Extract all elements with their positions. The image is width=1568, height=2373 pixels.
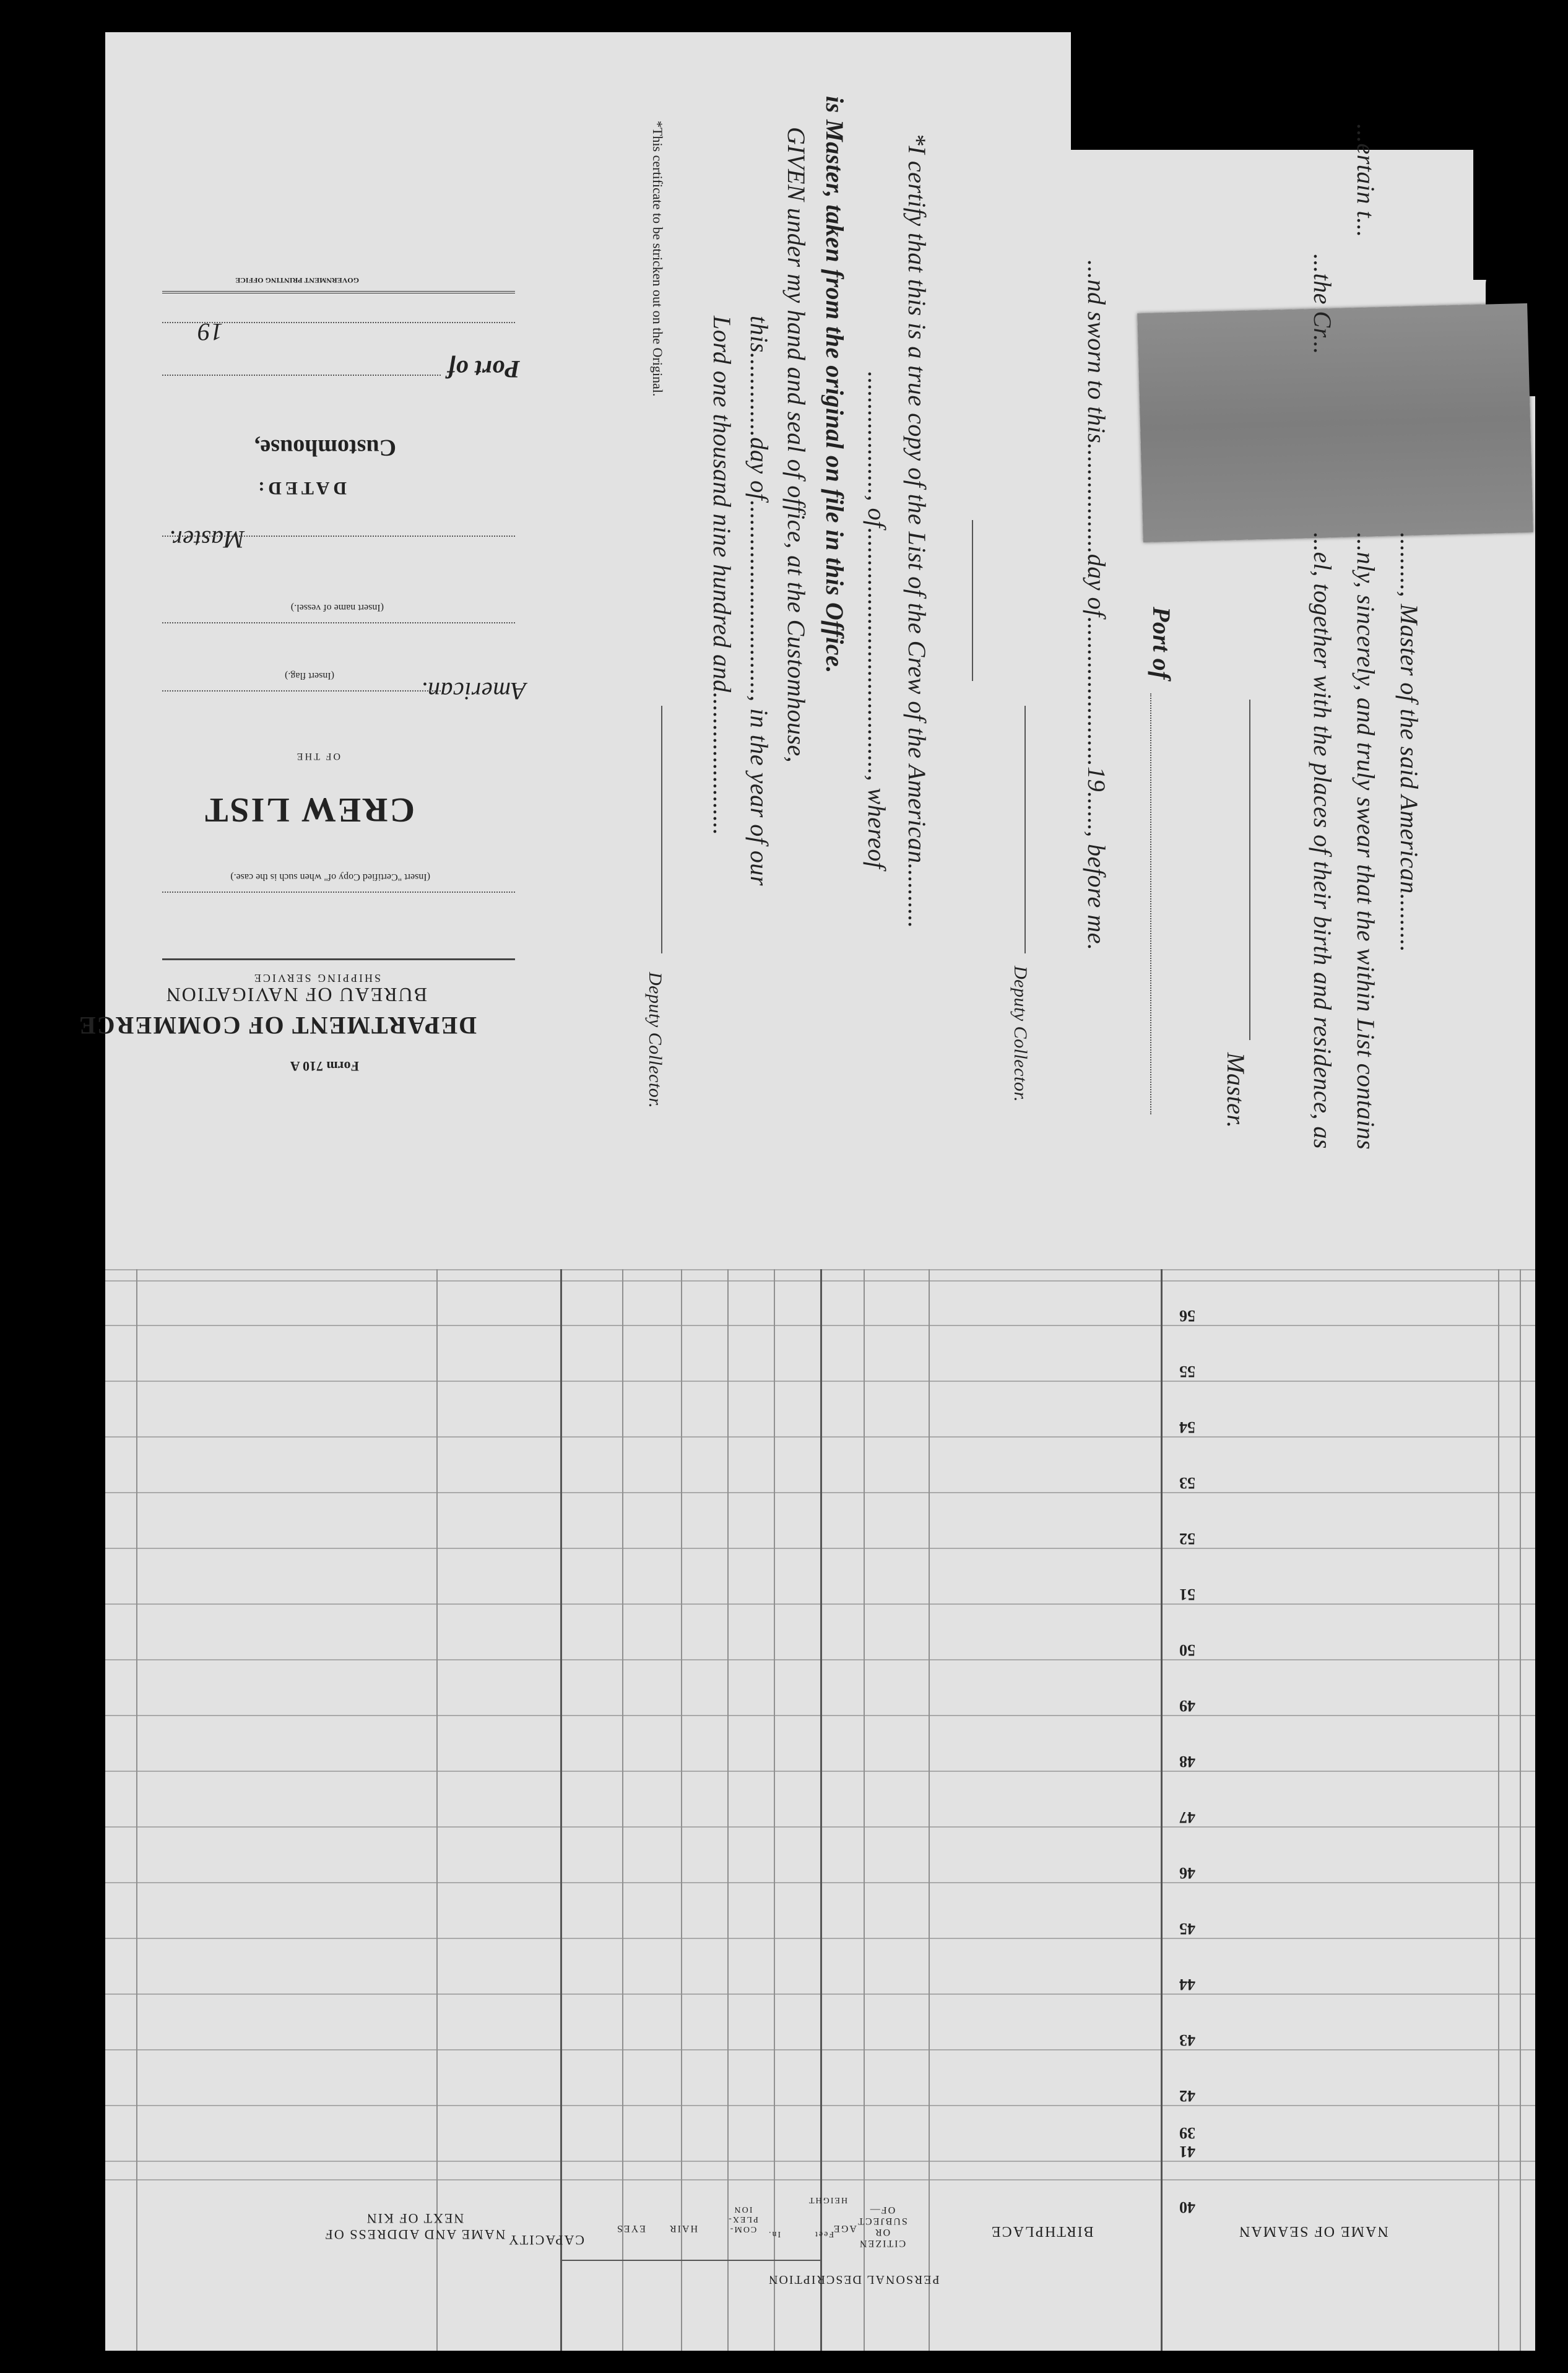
header-capacity: CAPACITY [508, 2232, 584, 2248]
row-number: 45 [1179, 1920, 1195, 1938]
of-whereof-line: ..................., of......................................, whereof [863, 371, 891, 869]
bureau-name: BUREAU OF NAVIGATION [165, 984, 427, 1006]
row-number: 43 [1179, 2031, 1195, 2049]
department-name: DEPARTMENT OF COMMERCE [77, 1012, 477, 1039]
deputy-signature-line [1024, 706, 1026, 953]
master-signature-line [1249, 700, 1250, 1040]
master-signature-label: Master. [1222, 1052, 1250, 1129]
row-number: 56 [1179, 1307, 1195, 1325]
row-number: 40 [1179, 2198, 1195, 2216]
cover-rule [162, 958, 515, 960]
row-number: 48 [1179, 1753, 1195, 1771]
row-number: 50 [1179, 1641, 1195, 1659]
deputy-collector-label-2: Deputy Collector. [645, 972, 665, 1109]
vessel-field [162, 622, 515, 623]
cover-double-rule [162, 291, 515, 293]
row-number: 51 [1179, 1586, 1195, 1603]
american-label: American. [420, 677, 526, 705]
sworn-line: ...nd sworn to this.................day of.......................19......, before me. [1083, 260, 1111, 951]
footnote: *This certificate to be stricken out on the Original. [650, 121, 665, 397]
crew-table [105, 1269, 1535, 2351]
row-number: 49 [1179, 1697, 1195, 1715]
row-number: 53 [1179, 1474, 1195, 1492]
is-master-line: is Master, taken from the original on file in this Office. [821, 96, 849, 674]
header-eyes: EYES [616, 2223, 646, 2234]
port-of-cover-label: Port of [447, 355, 520, 383]
row-number: 55 [1179, 1363, 1195, 1381]
row-number: 39 [1179, 2124, 1195, 2142]
oath-line: ...nly, sincerely, and truly swear that the within List contains [1352, 532, 1380, 1150]
header-personal-description: PERSONAL DESCRIPTION [768, 2273, 940, 2286]
row-number: 46 [1179, 1864, 1195, 1882]
port-of-field [1150, 693, 1151, 1114]
this-day-line: this.............day of.............................., in the year of our [745, 316, 773, 886]
row-number: 44 [1179, 1976, 1195, 1993]
header-name-of-seaman: NAME OF SEAMAN [1238, 2223, 1388, 2239]
header-next-of-kin: NAME AND ADDRESS OF NEXT OF KIN [324, 2211, 506, 2242]
master-label: Master. [168, 526, 245, 553]
vessel-hint: (Insert name of vessel.) [290, 602, 384, 613]
vessel-line: ...el, together with the places of their birth and residence, as [1309, 532, 1336, 1149]
port-of-label: Port of [1148, 607, 1176, 680]
header-inches: In. [768, 2229, 781, 2239]
flag-hint: (Insert flag.) [285, 670, 334, 681]
certified-hint: (Insert "Certified Copy of" when such is the case.) [230, 872, 430, 882]
torn-area [1071, 32, 1535, 150]
crew-list-title: CREW LIST [203, 791, 415, 829]
year-field [162, 322, 515, 323]
customhouse-label: Customhouse, [254, 435, 396, 461]
row-number: 47 [1179, 1808, 1195, 1826]
port-field [162, 375, 441, 376]
of-the-label: OF THE [295, 751, 340, 761]
gpo-label: GOVERNMENT PRINTING OFFICE [235, 276, 359, 285]
deputy-collector-label: Deputy Collector. [1010, 966, 1031, 1103]
given-line: GIVEN under my hand and seal of office, at the Customhouse, [782, 127, 810, 763]
header-complexion: COM- PLEX- ION [727, 2205, 758, 2234]
row-number: 54 [1179, 1418, 1195, 1436]
row-number: 52 [1179, 1530, 1195, 1548]
header-age: AGE [833, 2223, 857, 2234]
header-hair: HAIR [669, 2223, 698, 2234]
row-number: 41 [1179, 2143, 1195, 2161]
lord-line: Lord one thousand nine hundred and...................... [708, 316, 736, 836]
personal-description-rule [560, 2260, 820, 2261]
master-line: ........., Master of the said American......... [1395, 532, 1423, 953]
dated-label: DATED: [254, 478, 347, 498]
certify-line: *I certify that this is a true copy of the List of the Crew of the American.......... [903, 133, 931, 929]
header-height: HEIGHT [808, 2195, 848, 2205]
certified-field [162, 892, 515, 893]
form-number: Form 710 A [290, 1059, 359, 1074]
service-name: SHIPPING SERVICE [252, 972, 381, 984]
year-label: 19 [197, 318, 223, 346]
flag-field [162, 690, 441, 692]
row-number: 42 [1179, 2087, 1195, 2105]
header-birthplace: BIRTHPLACE [990, 2223, 1094, 2239]
divider-line [972, 520, 973, 681]
header-citizen: CITIZEN OR SUBJECT OF— [857, 2205, 907, 2249]
ascertain-line: ...ertain t... [1352, 124, 1380, 238]
deputy-signature-line-2 [661, 706, 662, 953]
torn-area-edge [1473, 32, 1535, 280]
master-field [162, 536, 515, 537]
crew-line: ...the Cr... [1309, 254, 1336, 355]
header-feet: Feet [814, 2229, 834, 2239]
